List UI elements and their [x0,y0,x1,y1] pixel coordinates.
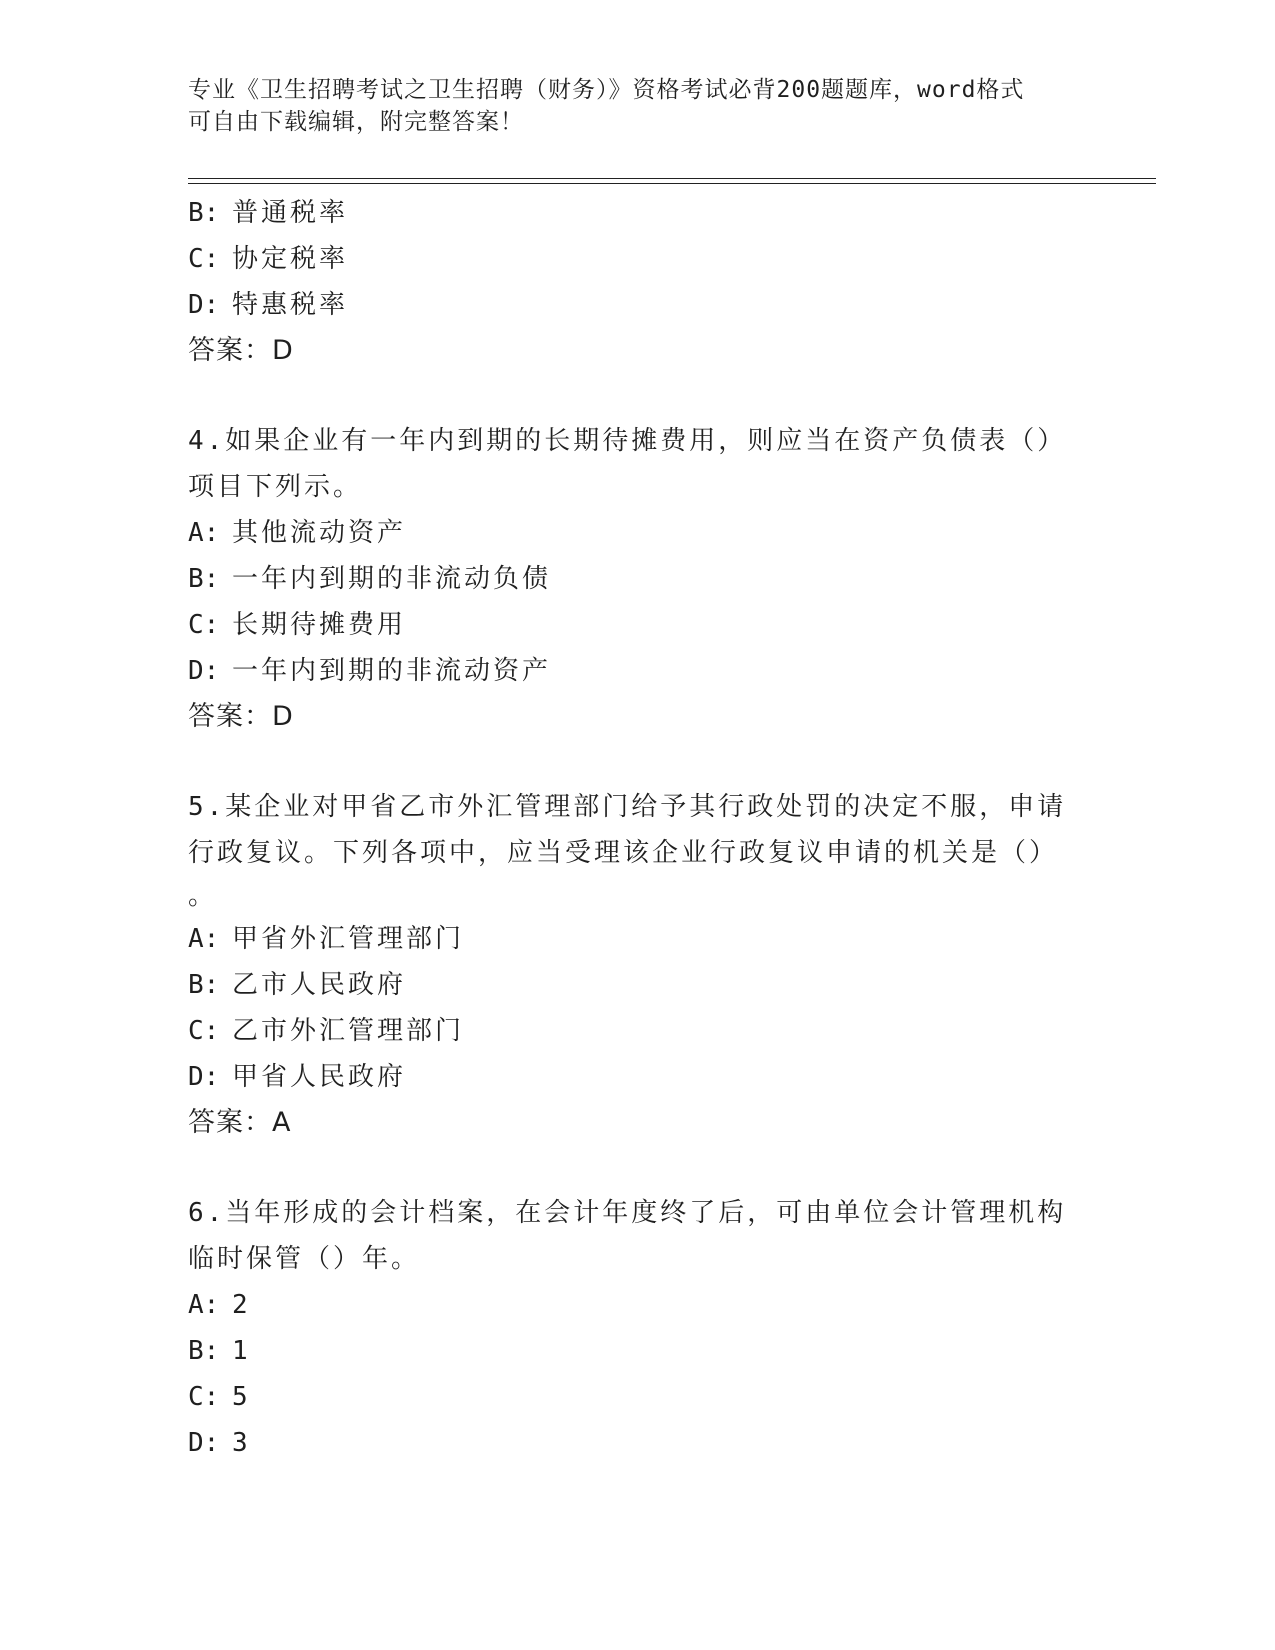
option-text: 一年内到期的非流动资产 [232,656,552,686]
option-text: 一年内到期的非流动负债 [232,564,552,594]
question-stem-line: 。 [188,881,218,911]
option-label: C: [188,610,220,640]
option-text: 其他流动资产 [232,518,407,548]
option-b [188,556,1088,602]
question-stem-line: 5.某企业对甲省乙市外汇管理部门给予其行政处罚的决定不服，申请 [188,792,1067,822]
option-label: B: [188,198,220,228]
document-header [188,74,1068,138]
header-divider-top [188,178,1156,179]
answer-line: 答案：D [188,701,294,732]
question-3-partial [188,190,1088,374]
option-c [188,602,1088,648]
option-label: C: [188,244,220,274]
option-text: 甲省人民政府 [232,1062,407,1092]
option-label: C: [188,1382,220,1412]
option-text: 3 [232,1428,251,1458]
option-text: 甲省外汇管理部门 [232,924,465,954]
option-text: 5 [232,1382,251,1412]
answer-line: 答案：D [188,335,294,366]
option-c [188,1374,1088,1420]
option-label: A: [188,1290,220,1320]
question-4 [188,418,1088,740]
option-label: D: [188,1428,220,1458]
question-stem-line: 项目下列示。 [188,472,363,502]
option-label: D: [188,1062,220,1092]
option-text: 乙市人民政府 [232,970,407,1000]
option-label: B: [188,1336,220,1366]
option-label: B: [188,564,220,594]
option-d [188,1054,1088,1100]
option-a [188,1282,1088,1328]
option-text: 长期待摊费用 [232,610,407,640]
question-6 [188,1190,1088,1466]
answer-line: 答案：A [188,1107,292,1138]
option-text: 2 [232,1290,251,1320]
option-b [188,962,1088,1008]
option-text: 特惠税率 [232,290,349,320]
option-a [188,510,1088,556]
option-label: D: [188,290,220,320]
document-body [188,190,1088,1466]
question-stem-line: 6.当年形成的会计档案，在会计年度终了后，可由单位会计管理机构 [188,1198,1067,1228]
option-label: A: [188,518,220,548]
option-text: 1 [232,1336,251,1366]
question-5 [188,784,1088,1146]
option-c [188,1008,1088,1054]
question-stem-line: 临时保管（）年。 [188,1244,421,1274]
option-label: A: [188,924,220,954]
question-stem-line: 4.如果企业有一年内到期的长期待摊费用，则应当在资产负债表（） [188,426,1067,456]
option-a [188,916,1088,962]
header-line-2: 可自由下载编辑，附完整答案！ [188,109,524,135]
option-label: C: [188,1016,220,1046]
option-d [188,282,1088,328]
option-text: 协定税率 [232,244,349,274]
option-d [188,648,1088,694]
header-line-1: 专业《卫生招聘考试之卫生招聘（财务）》资格考试必背200题题库，word格式 [188,77,1025,103]
option-text: 普通税率 [232,198,349,228]
option-label: D: [188,656,220,686]
option-b [188,1328,1088,1374]
option-b [188,190,1088,236]
option-d [188,1420,1088,1466]
header-divider-bottom [188,183,1156,184]
question-stem-line: 行政复议。下列各项中，应当受理该企业行政复议申请的机关是（） [188,838,1059,868]
option-text: 乙市外汇管理部门 [232,1016,465,1046]
option-c [188,236,1088,282]
option-label: B: [188,970,220,1000]
